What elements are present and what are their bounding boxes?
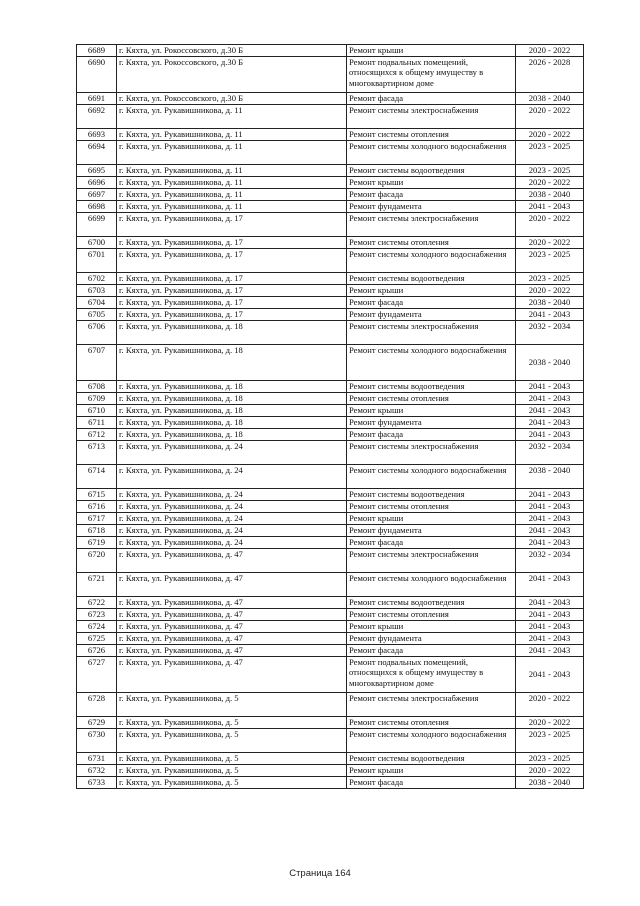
address-cell: г. Кяхта, ул. Рукавишникова, д. 5 [117,753,347,765]
table-row [77,597,584,609]
period-cell: 2023 - 2025 [516,165,584,177]
row-number: 6704 [77,297,117,309]
row-number: 6697 [77,189,117,201]
row-number: 6690 [77,57,117,93]
period-cell: 2026 - 2028 [516,57,584,93]
table-row [77,141,584,165]
address-cell: г. Кяхта, ул. Рукавишникова, д. 5 [117,729,347,753]
work-type-cell: Ремонт системы холодного водоснабжения [347,729,516,753]
row-number: 6729 [77,717,117,729]
period-cell: 2020 - 2022 [516,237,584,249]
period-cell: 2038 - 2040 [516,189,584,201]
row-number: 6692 [77,105,117,129]
row-number: 6719 [77,537,117,549]
work-type-cell: Ремонт системы электроснабжения [347,213,516,237]
row-number: 6703 [77,285,117,297]
table-row [77,513,584,525]
table-row [77,657,584,693]
table-row [77,645,584,657]
row-number: 6721 [77,573,117,597]
period-cell: 2032 - 2034 [516,549,584,573]
page-number: Страница 164 [289,868,351,879]
work-type-cell: Ремонт крыши [347,765,516,777]
period-cell: 2041 - 2043 [516,309,584,321]
address-cell: г. Кяхта, ул. Рукавишникова, д. 18 [117,405,347,417]
period-cell: 2041 - 2043 [516,201,584,213]
row-number: 6701 [77,249,117,273]
address-cell: г. Кяхта, ул. Рукавишникова, д. 47 [117,645,347,657]
work-type-cell: Ремонт системы отопления [347,717,516,729]
row-number: 6714 [77,465,117,489]
period-cell: 2041 - 2043 [516,633,584,645]
work-type-cell: Ремонт системы водоотведения [347,273,516,285]
work-type-cell: Ремонт подвальных помещений, относящихся к общему имуществу в многоквартирном доме [347,57,516,93]
address-cell: г. Кяхта, ул. Рокоссовского, д.30 Б [117,57,347,93]
table-row [77,753,584,765]
address-cell: г. Кяхта, ул. Рукавишникова, д. 18 [117,429,347,441]
period-cell: 2041 - 2043 [516,621,584,633]
period-cell: 2023 - 2025 [516,753,584,765]
table-row [77,765,584,777]
row-number: 6724 [77,621,117,633]
period-cell: 2041 - 2043 [516,429,584,441]
address-cell: г. Кяхта, ул. Рукавишникова, д. 47 [117,621,347,633]
work-type-cell: Ремонт подвальных помещений, относящихся к общему имуществу в многоквартирном доме [347,657,516,693]
address-cell: г. Кяхта, ул. Рукавишникова, д. 11 [117,165,347,177]
table-row [77,573,584,597]
address-cell: г. Кяхта, ул. Рукавишникова, д. 24 [117,513,347,525]
table-row [77,549,584,573]
row-number: 6712 [77,429,117,441]
period-cell: 2020 - 2022 [516,129,584,141]
work-type-cell: Ремонт фундамента [347,309,516,321]
address-cell: г. Кяхта, ул. Рукавишникова, д. 17 [117,285,347,297]
table-row [77,717,584,729]
address-cell: г. Кяхта, ул. Рукавишникова, д. 24 [117,525,347,537]
row-number: 6733 [77,777,117,789]
row-number: 6716 [77,501,117,513]
address-cell: г. Кяхта, ул. Рукавишникова, д. 17 [117,237,347,249]
work-type-cell: Ремонт крыши [347,45,516,57]
capital-repair-table [76,44,584,789]
work-type-cell: Ремонт фасада [347,297,516,309]
work-type-cell: Ремонт системы холодного водоснабжения [347,573,516,597]
work-type-cell: Ремонт фасада [347,777,516,789]
period-cell: 2041 - 2043 [516,501,584,513]
period-cell: 2041 - 2043 [516,489,584,501]
table-row [77,693,584,717]
table-row [77,537,584,549]
table-row [77,729,584,753]
table-row [77,297,584,309]
table-row [77,633,584,645]
address-cell: г. Кяхта, ул. Рукавишникова, д. 24 [117,441,347,465]
work-type-cell: Ремонт фундамента [347,633,516,645]
table-row [77,609,584,621]
period-cell: 2020 - 2022 [516,285,584,297]
address-cell: г. Кяхта, ул. Рукавишникова, д. 47 [117,597,347,609]
address-cell: г. Кяхта, ул. Рукавишникова, д. 18 [117,381,347,393]
row-number: 6730 [77,729,117,753]
period-cell: 2020 - 2022 [516,45,584,57]
period-cell: 2023 - 2025 [516,141,584,165]
table-row [77,465,584,489]
table-row [77,501,584,513]
table-row [77,309,584,321]
table-row [77,189,584,201]
row-number: 6691 [77,93,117,105]
row-number: 6725 [77,633,117,645]
work-type-cell: Ремонт системы электроснабжения [347,441,516,465]
work-type-cell: Ремонт фасада [347,189,516,201]
period-cell: 2020 - 2022 [516,105,584,129]
table-row [77,57,584,93]
row-number: 6728 [77,693,117,717]
work-type-cell: Ремонт крыши [347,513,516,525]
table-row [77,213,584,237]
work-type-cell: Ремонт системы холодного водоснабжения [347,141,516,165]
work-type-cell: Ремонт фундамента [347,417,516,429]
row-number: 6708 [77,381,117,393]
period-cell: 2041 - 2043 [516,525,584,537]
table-row [77,165,584,177]
row-number: 6713 [77,441,117,465]
address-cell: г. Кяхта, ул. Рукавишникова, д. 24 [117,501,347,513]
period-cell: 2020 - 2022 [516,177,584,189]
row-number: 6722 [77,597,117,609]
work-type-cell: Ремонт крыши [347,405,516,417]
period-cell: 2041 - 2043 [516,381,584,393]
row-number: 6699 [77,213,117,237]
period-cell: 2032 - 2034 [516,321,584,345]
address-cell: г. Кяхта, ул. Рукавишникова, д. 17 [117,213,347,237]
row-number: 6689 [77,45,117,57]
period-cell: 2020 - 2022 [516,765,584,777]
work-type-cell: Ремонт фундамента [347,525,516,537]
work-type-cell: Ремонт системы водоотведения [347,753,516,765]
address-cell: г. Кяхта, ул. Рукавишникова, д. 18 [117,417,347,429]
table-body [77,45,584,789]
period-cell: 2020 - 2022 [516,717,584,729]
period-cell: 2038 - 2040 [516,297,584,309]
address-cell: г. Кяхта, ул. Рокоссовского, д.30 Б [117,45,347,57]
row-number: 6732 [77,765,117,777]
period-cell: 2041 - 2043 [516,405,584,417]
row-number: 6709 [77,393,117,405]
row-number: 6711 [77,417,117,429]
address-cell: г. Кяхта, ул. Рукавишникова, д. 11 [117,141,347,165]
row-number: 6695 [77,165,117,177]
work-type-cell: Ремонт системы отопления [347,501,516,513]
work-type-cell: Ремонт системы электроснабжения [347,105,516,129]
work-type-cell: Ремонт системы электроснабжения [347,549,516,573]
period-cell: 2023 - 2025 [516,729,584,753]
address-cell: г. Кяхта, ул. Рукавишникова, д. 18 [117,321,347,345]
table-row [77,285,584,297]
address-cell: г. Кяхта, ул. Рокоссовского, д.30 Б [117,93,347,105]
work-type-cell: Ремонт крыши [347,621,516,633]
row-number: 6710 [77,405,117,417]
address-cell: г. Кяхта, ул. Рукавишникова, д. 5 [117,717,347,729]
address-cell: г. Кяхта, ул. Рукавишникова, д. 18 [117,345,347,381]
row-number: 6727 [77,657,117,693]
table-row [77,273,584,285]
period-cell: 2038 - 2040 [516,345,584,381]
address-cell: г. Кяхта, ул. Рукавишникова, д. 17 [117,309,347,321]
row-number: 6698 [77,201,117,213]
work-type-cell: Ремонт системы электроснабжения [347,693,516,717]
period-cell: 2041 - 2043 [516,537,584,549]
period-cell: 2041 - 2043 [516,573,584,597]
work-type-cell: Ремонт системы отопления [347,393,516,405]
work-type-cell: Ремонт крыши [347,177,516,189]
row-number: 6723 [77,609,117,621]
table-row [77,777,584,789]
address-cell: г. Кяхта, ул. Рукавишникова, д. 24 [117,489,347,501]
period-cell: 2041 - 2043 [516,417,584,429]
table-row [77,201,584,213]
address-cell: г. Кяхта, ул. Рукавишникова, д. 5 [117,693,347,717]
table-row [77,129,584,141]
address-cell: г. Кяхта, ул. Рукавишникова, д. 18 [117,393,347,405]
work-type-cell: Ремонт системы холодного водоснабжения [347,465,516,489]
address-cell: г. Кяхта, ул. Рукавишникова, д. 11 [117,189,347,201]
period-cell: 2023 - 2025 [516,249,584,273]
period-cell: 2041 - 2043 [516,393,584,405]
work-type-cell: Ремонт системы электроснабжения [347,321,516,345]
table-row [77,489,584,501]
work-type-cell: Ремонт системы отопления [347,129,516,141]
row-number: 6700 [77,237,117,249]
work-type-cell: Ремонт крыши [347,285,516,297]
work-type-cell: Ремонт фасада [347,537,516,549]
address-cell: г. Кяхта, ул. Рукавишникова, д. 24 [117,465,347,489]
table-row [77,105,584,129]
period-cell: 2041 - 2043 [516,597,584,609]
table-row [77,525,584,537]
row-number: 6717 [77,513,117,525]
table-row [77,621,584,633]
row-number: 6693 [77,129,117,141]
work-type-cell: Ремонт системы водоотведения [347,165,516,177]
period-cell: 2038 - 2040 [516,777,584,789]
address-cell: г. Кяхта, ул. Рукавишникова, д. 5 [117,777,347,789]
address-cell: г. Кяхта, ул. Рукавишникова, д. 47 [117,609,347,621]
row-number: 6731 [77,753,117,765]
period-cell: 2032 - 2034 [516,441,584,465]
table-row [77,381,584,393]
table-row [77,429,584,441]
row-number: 6696 [77,177,117,189]
row-number: 6720 [77,549,117,573]
row-number: 6715 [77,489,117,501]
table-row [77,405,584,417]
table-row [77,345,584,381]
period-cell: 2038 - 2040 [516,93,584,105]
table-row [77,177,584,189]
work-type-cell: Ремонт фундамента [347,201,516,213]
row-number: 6718 [77,525,117,537]
work-type-cell: Ремонт системы холодного водоснабжения [347,345,516,381]
work-type-cell: Ремонт фасада [347,645,516,657]
work-type-cell: Ремонт системы водоотведения [347,489,516,501]
period-cell: 2041 - 2043 [516,609,584,621]
period-cell: 2023 - 2025 [516,273,584,285]
table-row [77,321,584,345]
work-type-cell: Ремонт системы отопления [347,609,516,621]
period-cell: 2041 - 2043 [516,645,584,657]
address-cell: г. Кяхта, ул. Рукавишникова, д. 5 [117,765,347,777]
address-cell: г. Кяхта, ул. Рукавишникова, д. 47 [117,573,347,597]
work-type-cell: Ремонт системы водоотведения [347,381,516,393]
table-row [77,417,584,429]
work-type-cell: Ремонт фасада [347,93,516,105]
period-cell: 2020 - 2022 [516,693,584,717]
table-row [77,249,584,273]
table-row [77,45,584,57]
address-cell: г. Кяхта, ул. Рукавишникова, д. 17 [117,249,347,273]
address-cell: г. Кяхта, ул. Рукавишникова, д. 11 [117,177,347,189]
period-cell: 2041 - 2043 [516,657,584,693]
row-number: 6707 [77,345,117,381]
address-cell: г. Кяхта, ул. Рукавишникова, д. 17 [117,273,347,285]
row-number: 6705 [77,309,117,321]
row-number: 6702 [77,273,117,285]
table-row [77,393,584,405]
period-cell: 2020 - 2022 [516,213,584,237]
address-cell: г. Кяхта, ул. Рукавишникова, д. 11 [117,201,347,213]
work-type-cell: Ремонт системы холодного водоснабжения [347,249,516,273]
address-cell: г. Кяхта, ул. Рукавишникова, д. 24 [117,537,347,549]
work-type-cell: Ремонт системы отопления [347,237,516,249]
work-type-cell: Ремонт фасада [347,429,516,441]
row-number: 6706 [77,321,117,345]
address-cell: г. Кяхта, ул. Рукавишникова, д. 11 [117,105,347,129]
work-type-cell: Ремонт системы водоотведения [347,597,516,609]
table-row [77,441,584,465]
address-cell: г. Кяхта, ул. Рукавишникова, д. 11 [117,129,347,141]
row-number: 6694 [77,141,117,165]
address-cell: г. Кяхта, ул. Рукавишникова, д. 17 [117,297,347,309]
period-cell: 2041 - 2043 [516,513,584,525]
row-number: 6726 [77,645,117,657]
address-cell: г. Кяхта, ул. Рукавишникова, д. 47 [117,657,347,693]
address-cell: г. Кяхта, ул. Рукавишникова, д. 47 [117,549,347,573]
table-row [77,93,584,105]
period-cell: 2038 - 2040 [516,465,584,489]
table-row [77,237,584,249]
address-cell: г. Кяхта, ул. Рукавишникова, д. 47 [117,633,347,645]
